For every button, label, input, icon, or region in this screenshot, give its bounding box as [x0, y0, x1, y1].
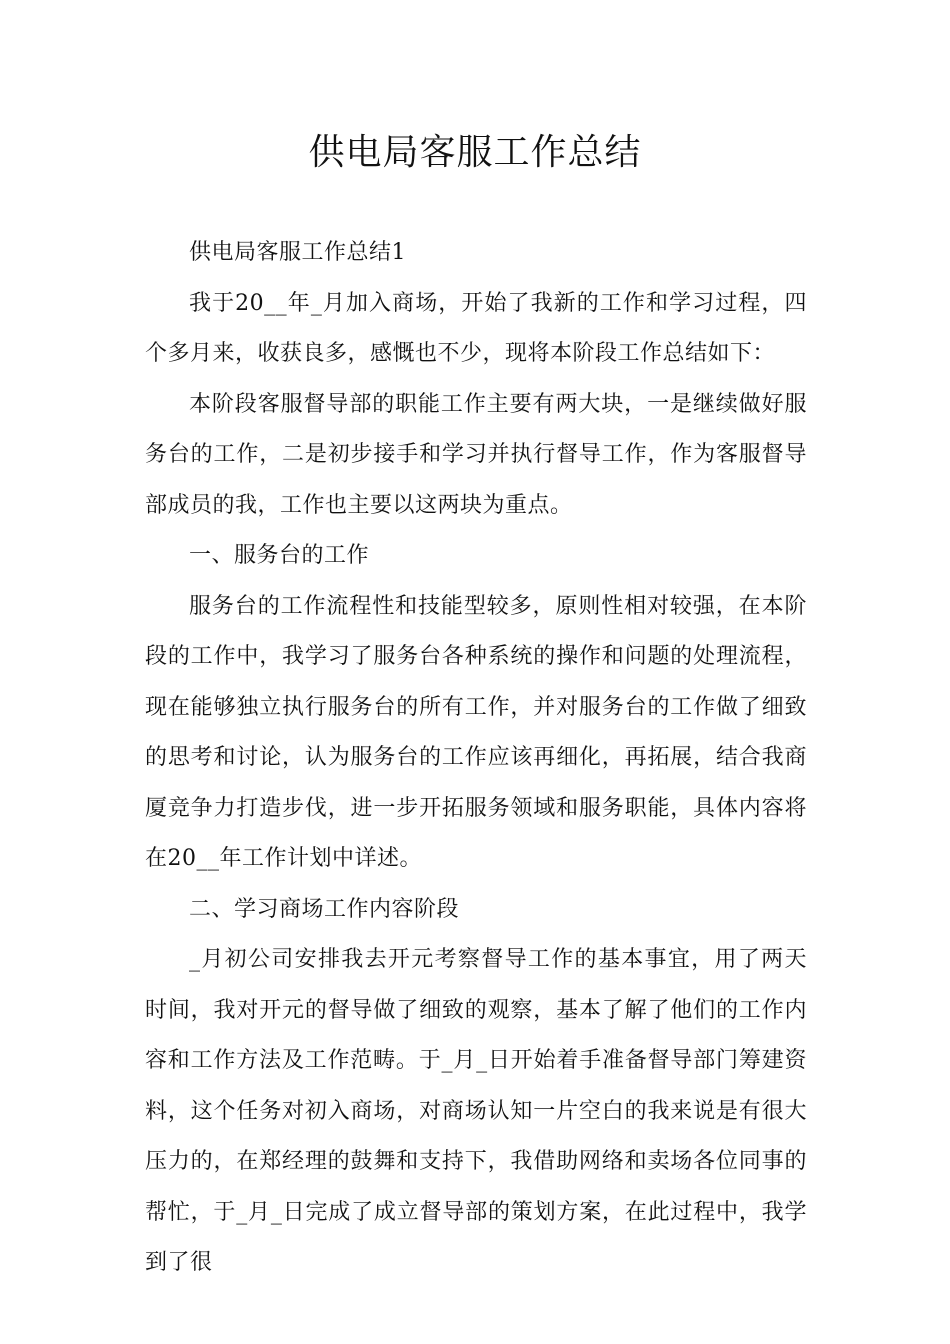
- body-paragraph: 服务台的工作流程性和技能型较多，原则性相对较强，在本阶段的工作中，我学习了服务台各种系统的操作和问题的处理流程，现在能够独立执行服务台的所有工作，并对服务台的工作做了细致的思考和讨论，认为服务台的工作应该再细化，再拓展，结合我商厦竞争力打造步伐，进一步开拓服务领域和服务职能，具体内容将在20__年工作计划中详述。: [145, 593, 807, 871]
- body-paragraph: _月初公司安排我去开元考察督导工作的基本事宜，用了两天时间，我对开元的督导做了细致的观察，基本了解了他们的工作内容和工作方法及工作范畴。于_月_日开始着手准备督导部门筹建资料，这个任务对初入商场，对商场认知一片空白的我来说是有很大压力的，在郑经理的鼓舞和支持下，我借助网络和卖场各位同事的帮忙，于_月_日完成了成立督导部的策划方案，在此过程中，我学到了很: [145, 947, 807, 1275]
- section-heading: 一、服务台的工作: [189, 543, 370, 568]
- document-title: 供电局客服工作总结: [308, 132, 642, 173]
- document-body: [145, 228, 807, 1289]
- body-paragraph: 我于20__年_月加入商场，开始了我新的工作和学习过程，四个多月来，收获良多，感慨也不少，现将本阶段工作总结如下：: [145, 290, 807, 366]
- body-paragraph: 本阶段客服督导部的职能工作主要有两大块，一是继续做好服务台的工作，二是初步接手和学习并执行督导工作，作为客服督导部成员的我，工作也主要以这两块为重点。: [145, 391, 807, 518]
- section-heading: 二、学习商场工作内容阶段: [189, 896, 460, 922]
- section-heading: 供电局客服工作总结1: [189, 240, 406, 265]
